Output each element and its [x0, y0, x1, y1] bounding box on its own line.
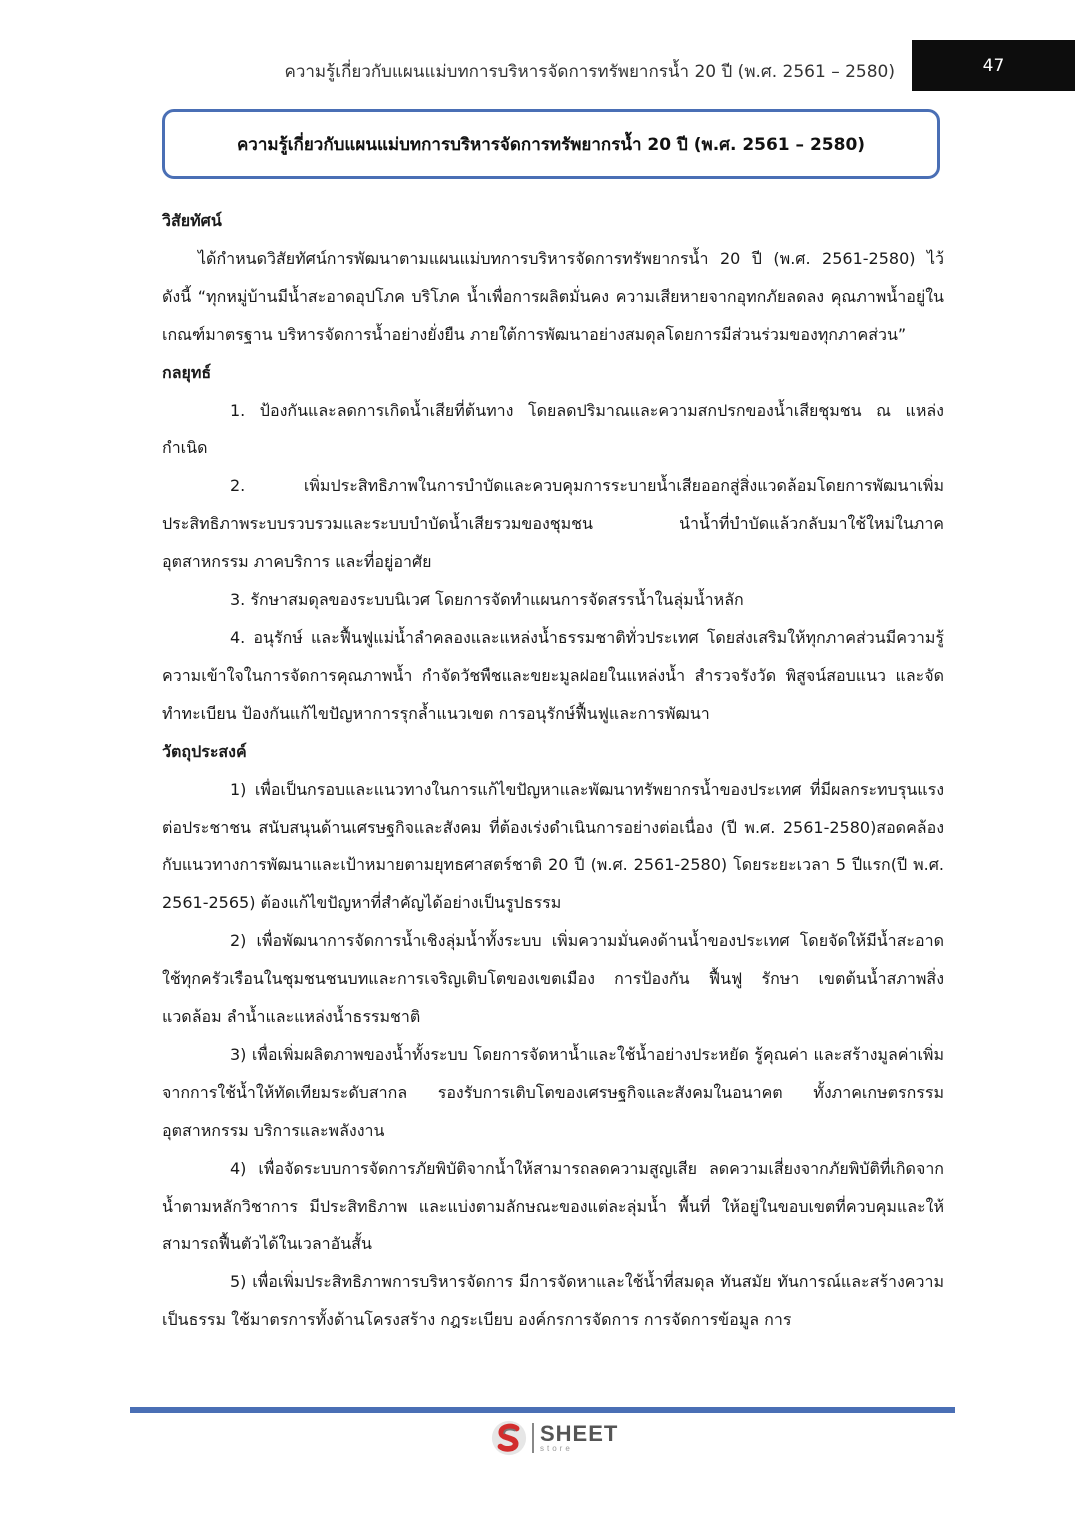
vision-heading: วิสัยทัศน์ [162, 211, 222, 230]
document-body [162, 202, 944, 1339]
sheet-store-logo [490, 1418, 618, 1458]
page-number-box [912, 40, 1075, 91]
objective-item: 3) เพื่อเพิ่มผลิตภาพของน้ำทั้งระบบ โดยการจัดหาน้ำและใช้น้ำอย่างประหยัด รู้คุณค่า และสร้างมูลค่าเพิ่มจากการใช้น้ำให้ทัดเทียมระดับสากล รองรับการเติบโตของเศรษฐกิจและสังคมในอนาคต ทั้งภาคเกษตรกรรมอุตสาหกรรม บริการและพลังงาน [162, 1044, 944, 1140]
logo-separator [532, 1423, 534, 1453]
strategy-heading: กลยุทธ์ [162, 362, 212, 382]
logo-wordmark: SHEET [540, 1421, 619, 1446]
objectives-heading: วัตถุประสงค์ [162, 741, 247, 761]
footer-divider [130, 1407, 955, 1413]
objective-item: 5) เพื่อเพิ่มประสิทธิภาพการบริหารจัดการ มีการจัดหาและใช้น้ำที่สมดุล ทันสมัย ทันการณ์และสร้างความเป็นธรรม ใช้มาตรการทั้งด้านโครงสร้าง กฎระเบียบ องค์กรการจัดการ การจัดการข้อมูล การ [162, 1272, 944, 1330]
logo-text-block [540, 1423, 618, 1453]
title-box [162, 109, 940, 179]
sheet-s-logo-icon [490, 1419, 528, 1457]
strategy-item: 3. รักษาสมดุลของระบบนิเวศ โดยการจัดทำแผนการจัดสรรน้ำในลุ่มน้ำหลัก [230, 590, 744, 610]
strategy-item: 4. อนุรักษ์ และฟื้นฟูแม่น้ำลำคลองและแหล่งน้ำธรรมชาติทั่วประเทศ โดยส่งเสริมให้ทุกภาคส่วนมีความรู้ความเข้าใจในการจัดการคุณภาพน้ำ กำจัดวัชพืชและขยะมูลฝอยในแหล่งน้ำ สำรวจรังวัด พิสูจน์สอบแนว และจัดทำทะเบียน ป้องกันแก้ไขปัญหาการรุกล้ำแนวเขต การอนุรักษ์ฟื้นฟูและการพัฒนา [162, 627, 944, 723]
logo-subtext: store [540, 1444, 573, 1453]
vision-paragraph: ได้กำหนดวิสัยทัศน์การพัฒนาตามแผนแม่บทการบริหารจัดการทรัพยากรน้ำ 20 ปี (พ.ศ. 2561-2580) ไว้ ดังนี้ “ทุกหมู่บ้านมีน้ำสะอาดอุปโภค บริโภค น้ำเพื่อการผลิตมั่นคง ความเสียหายจากอุทกภัยลดลง คุณภาพน้ำอยู่ในเกณฑ์มาตรฐาน บริหารจัดการน้ำอย่างยั่งยืน ภายใต้การพัฒนาอย่างสมดุลโดยการมีส่วนร่วมของทุกภาคส่วน” [162, 248, 944, 344]
objective-item: 1) เพื่อเป็นกรอบและแนวทางในการแก้ไขปัญหาและพัฒนาทรัพยากรน้ำของประเทศ ที่มีผลกระทบรุนแรงต่อประชาชน สนับสนุนด้านเศรษฐกิจและสังคม ที่ต้องเร่งดำเนินการอย่างต่อเนื่อง (ปี พ.ศ. 2561-2580)สอดคล้องกับแนวทางการพัฒนาและเป้าหมายตามยุทธศาสตร์ชาติ 20 ปี (พ.ศ. 2561-2580) โดยระยะเวลา 5 ปีแรก(ปี พ.ศ. 2561-2565) ต้องแก้ไขปัญหาที่สำคัญได้อย่างเป็นรูปธรรม [162, 779, 945, 913]
objective-item: 4) เพื่อจัดระบบการจัดการภัยพิบัติจากน้ำให้สามารถลดความสูญเสีย ลดความเสี่ยงจากภัยพิบัติที่เกิดจากน้ำตามหลักวิชาการ มีประสิทธิภาพ และแบ่งตามลักษณะของแต่ละลุ่มน้ำ พื้นที่ ให้อยู่ในขอบเขตที่ควบคุมและให้สามารถฟื้นตัวได้ในเวลาอันสั้น [162, 1158, 944, 1254]
strategy-item: 1. ป้องกันและลดการเกิดน้ำเสียที่ต้นทาง โดยลดปริมาณและความสกปรกของน้ำเสียชุมชน ณ แหล่งกำเนิด [162, 400, 944, 458]
strategy-item: 2. เพิ่มประสิทธิภาพในการบำบัดและควบคุมการระบายน้ำเสียออกสู่สิ่งแวดล้อมโดยการพัฒนาเพิ่มประสิทธิภาพระบบรวบรวมและระบบบำบัดน้ำเสียรวมของชุมชน นำน้ำที่บำบัดแล้วกลับมาใช้ใหม่ในภาคอุตสาหกรรม ภาคบริการ และที่อยู่อาศัย [162, 476, 944, 572]
page-number: 47 [982, 55, 1005, 76]
running-header: ความรู้เกี่ยวกับแผนแม่บทการบริหารจัดการทรัพยากรน้ำ 20 ปี (พ.ศ. 2561 – 2580) [284, 62, 895, 82]
document-title: ความรู้เกี่ยวกับแผนแม่บทการบริหารจัดการทรัพยากรน้ำ 20 ปี (พ.ศ. 2561 – 2580) [236, 134, 866, 155]
objective-item: 2) เพื่อพัฒนาการจัดการน้ำเชิงลุ่มน้ำทั้งระบบ เพิ่มความมั่นคงด้านน้ำของประเทศ โดยจัดให้มีน้ำสะอาดใช้ทุกครัวเรือนในชุมชนชนบทและการเจริญเติบโตของเขตเมือง การป้องกัน ฟื้นฟู รักษา เขตต้นน้ำสภาพสิ่งแวดล้อม ลำน้ำและแหล่งน้ำธรรมชาติ [162, 931, 944, 1027]
